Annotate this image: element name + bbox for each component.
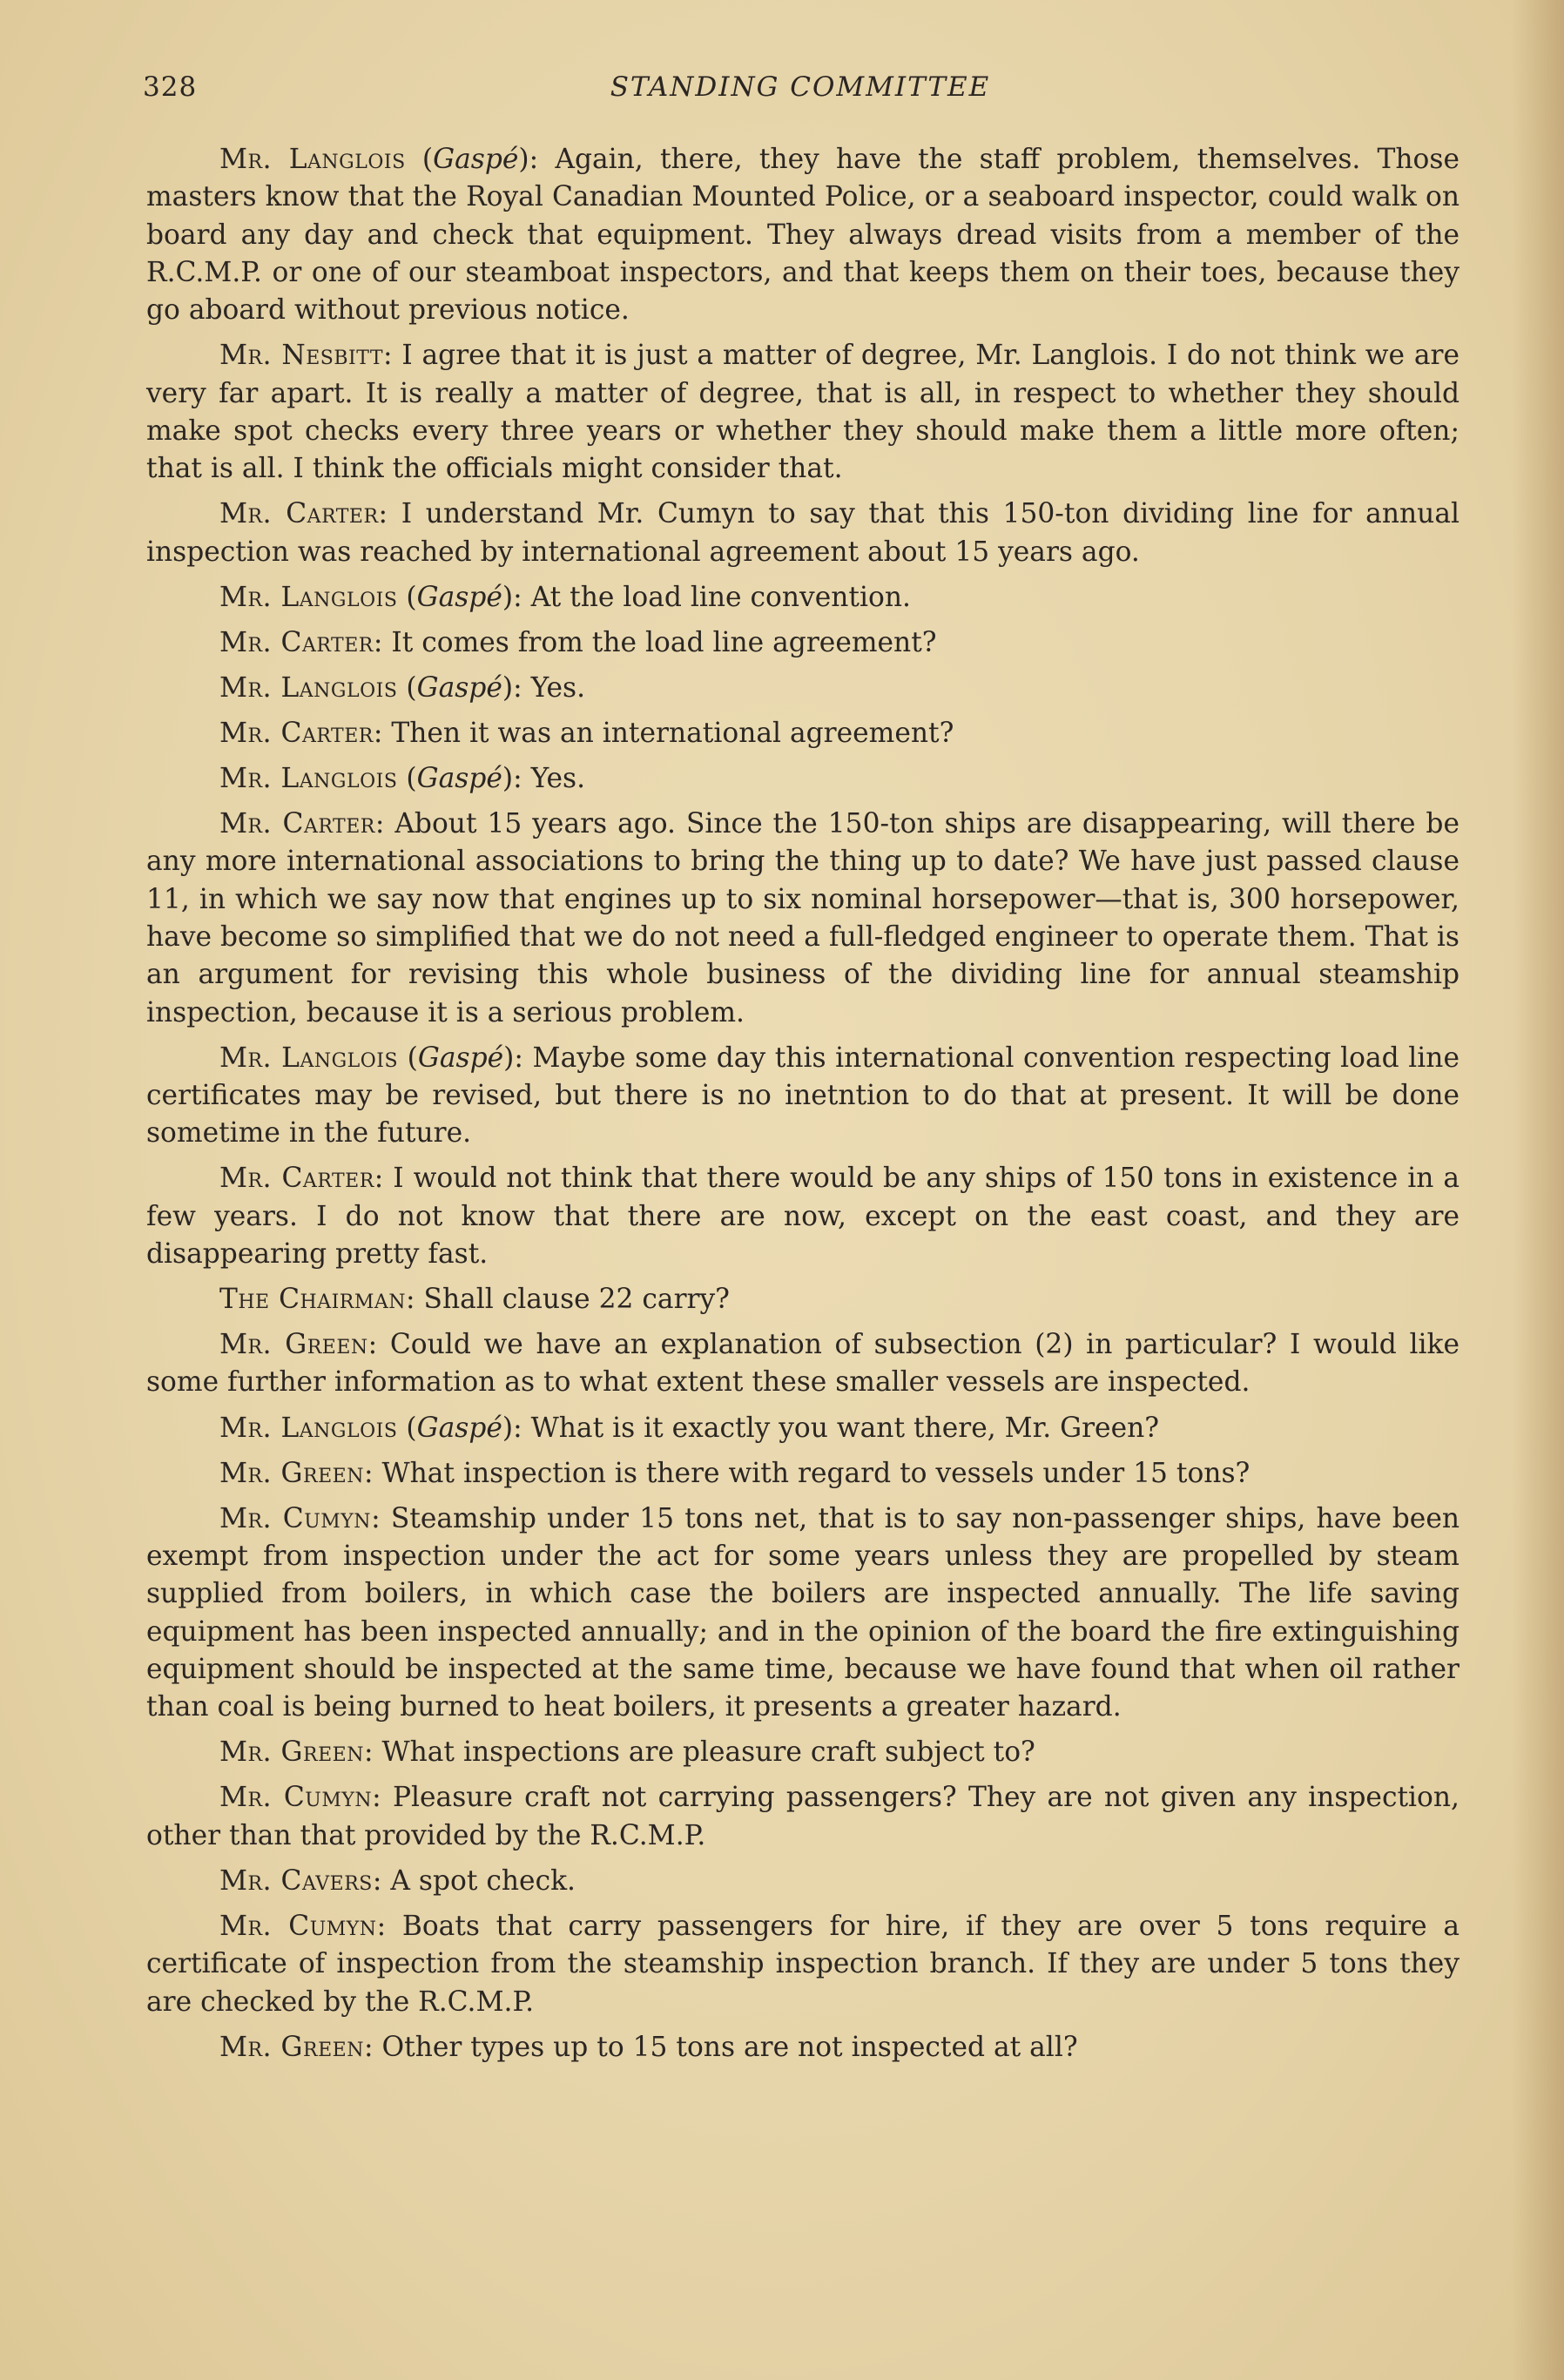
speech-paragraph: Mr. Langlois (Gaspé): Yes. — [219, 671, 586, 704]
speech-paragraph: Mr. Langlois (Gaspé): What is it exactly you want there, Mr. Green? — [219, 1412, 1160, 1444]
speaker-name: Mr. Langlois — [219, 144, 406, 175]
speech-text: Then it was an international agreement? — [391, 717, 954, 749]
speaker-name: Mr. Carter — [219, 1163, 374, 1195]
speech-paragraph: Mr. Langlois (Gaspé): At the load line convention. — [219, 581, 911, 613]
speech-paragraph: Mr. Nesbitt: I agree that it is just a matter of degree, Mr. Langlois. I do not think we are very far apart. It is really a matter of degree, that is all, in respect to whether they should make spot checks every three years or whether they should make them a little more often; that is all. I think the officials might consider that. — [146, 340, 1460, 485]
speech-text: What is it exactly you want there, Mr. Green? — [530, 1412, 1160, 1444]
speaker-name: Mr. Green — [219, 1329, 368, 1361]
speech-text: I understand Mr. Cumyn to say that this 150-ton dividing line for annual inspection was reached by international agreement about 15 years ago. — [146, 498, 1460, 568]
speech-text: I agree that it is just a matter of degree, Mr. Langlois. I do not think we are very far apart. It is really a matter of degree, that is all, in respect to whether they should make spot checks every three years or whether they should make them a little more often; that is all. I think the officials might consider that. — [146, 340, 1460, 485]
speech-paragraph: Mr. Carter: I understand Mr. Cumyn to say that this 150-ton dividing line for annual inspection was reached by international agreement about 15 years ago. — [146, 498, 1460, 568]
speech-paragraph: Mr. Cavers: A spot check. — [219, 1864, 576, 1897]
speech-text: Yes. — [530, 671, 586, 704]
speech-paragraph: Mr. Green: What inspection is there with regard to vessels under 15 tons? — [219, 1457, 1251, 1489]
speaker-name: Mr. Carter — [219, 717, 374, 749]
speaker-name: Mr. Langlois — [219, 671, 398, 704]
speaker-riding: Gaspé — [416, 1412, 502, 1444]
speech-text: Pleasure craft not carrying passengers? They are not given any inspection, other than that provided by the R.C.M.P. — [146, 1782, 1460, 1851]
speech-paragraph: The Chairman: Shall clause 22 carry? — [219, 1284, 730, 1316]
transcript-body — [146, 141, 1460, 2074]
speaker-name: Mr. Cumyn — [219, 1502, 372, 1534]
speech-text: Other types up to 15 tons are not inspected at all? — [381, 2031, 1078, 2063]
speech-paragraph: Mr. Cumyn: Boats that carry passengers for hire, if they are over 5 tons require a certificate of inspection from the steamship inspection branch. If they are under 5 tons they are checked by the R.C.M.P. — [146, 1910, 1460, 2018]
page-header — [143, 71, 1458, 115]
speech-text: Steamship under 15 tons net, that is to say non-passenger ships, have been exempt from inspection under the act for some years unless they are propelled by steam supplied from boilers, in which case the boilers are inspected annually. The life saving equipment has been inspected annually; and in the opinion of the board the fire extinguishing equipment should be inspected at the same time, because we have found that when oil rather than coal is being burned to heat boilers, it presents a greater hazard. — [146, 1502, 1460, 1723]
speech-paragraph: Mr. Green: What inspections are pleasure craft subject to? — [219, 1736, 1035, 1769]
speech-text: I would not think that there would be any ships of 150 tons in existence in a few years. I do not know that there are now, except on the east coast, and they are disappearing pretty fast. — [146, 1163, 1460, 1270]
speaker-name: Mr. Green — [219, 2031, 364, 2063]
speaker-riding: Gaspé — [416, 581, 502, 613]
speaker-name: Mr. Carter — [219, 498, 379, 530]
speech-text: Maybe some day this international convention respecting load line certificates may be revised, but there is no inetntion to do that at present. It will be done sometime in the future. — [146, 1042, 1460, 1150]
speaker-name: Mr. Langlois — [219, 581, 398, 613]
speech-paragraph: Mr. Cumyn: Pleasure craft not carrying passengers? They are not given any inspection, other than that provided by the R.C.M.P. — [146, 1782, 1460, 1851]
speech-text: A spot check. — [390, 1864, 576, 1897]
speech-text: What inspections are pleasure craft subject to? — [381, 1736, 1035, 1769]
speaker-name: Mr. Cumyn — [219, 1910, 377, 1942]
speech-text: At the load line convention. — [530, 581, 911, 613]
speaker-name: The Chairman — [219, 1284, 407, 1316]
speech-text: Could we have an explanation of subsection (2) in particular? I would like some further information as to what extent these smaller vessels are inspected. — [146, 1329, 1460, 1399]
speech-paragraph: Mr. Langlois (Gaspé): Yes. — [219, 763, 586, 795]
speaker-name: Mr. Green — [219, 1457, 364, 1489]
speech-text: It comes from the load line agreement? — [391, 626, 937, 658]
speech-paragraph: Mr. Carter: I would not think that there would be any ships of 150 tons in existence in a few years. I do not know that there are now, except on the east coast, and they are disappearing pretty fast. — [146, 1163, 1460, 1270]
speaker-name: Mr. Cavers — [219, 1864, 373, 1897]
speech-paragraph: Mr. Green: Other types up to 15 tons are not inspected at all? — [219, 2031, 1078, 2063]
speech-paragraph: Mr. Langlois (Gaspé): Maybe some day this international convention respecting load line certificates may be revised, but there is no inetntion to do that at present. It will be done sometime in the future. — [146, 1042, 1460, 1150]
speech-text: Boats that carry passengers for hire, if they are over 5 tons require a certificate of inspection from the steamship inspection branch. If they are under 5 tons they are checked by the R.C.M.P. — [146, 1910, 1460, 2018]
page-number: 328 — [143, 71, 198, 103]
speech-text: About 15 years ago. Since the 150-ton ships are disappearing, will there be any more international associations to bring the thing up to date? We have just passed clause 11, in which we say now that engines up to six nominal horsepower—that is, 300 horsepower, have become so simplified that we do not need a full-fledged engineer to operate them. That is an argument for revising this whole business of the dividing line for annual steamship inspection, because it is a serious problem. — [146, 808, 1460, 1028]
speech-text: Yes. — [530, 763, 586, 795]
page-edge-shadow — [1512, 0, 1564, 2380]
speaker-name: Mr. Langlois — [219, 1412, 398, 1444]
speaker-name: Mr. Carter — [219, 808, 375, 840]
speaker-name: Mr. Nesbitt — [219, 340, 383, 372]
speech-text: Again, there, they have the staff problem, themselves. Those masters know that the Royal Canadian Mounted Police, or a seaboard inspector, could walk on board any day and check that equipment. They always dread visits from a member of the R.C.M.P. or one of our steamboat inspectors, and that keeps them on their toes, because they go aboard without previous notice. — [146, 144, 1460, 327]
speech-paragraph: Mr. Cumyn: Steamship under 15 tons net, that is to say non-passenger ships, have been exempt from inspection under the act for some years unless they are propelled by steam supplied from boilers, in which case the boilers are inspected annually. The life saving equipment has been inspected annually; and in the opinion of the board the fire extinguishing equipment should be inspected at the same time, because we have found that when oil rather than coal is being burned to heat boilers, it presents a greater hazard. — [146, 1502, 1460, 1723]
speech-text: Shall clause 22 carry? — [423, 1284, 730, 1316]
speech-paragraph: Mr. Green: Could we have an explanation of subsection (2) in particular? I would like some further information as to what extent these smaller vessels are inspected. — [146, 1329, 1460, 1399]
speech-paragraph: Mr. Carter: Then it was an international agreement? — [219, 717, 954, 749]
speaker-riding: Gaspé — [417, 1042, 504, 1074]
speech-paragraph: Mr. Carter: It comes from the load line agreement? — [219, 626, 937, 658]
speaker-riding: Gaspé — [433, 144, 519, 175]
speech-text: What inspection is there with regard to vessels under 15 tons? — [381, 1457, 1251, 1489]
speaker-name: Mr. Carter — [219, 626, 374, 658]
speaker-name: Mr. Green — [219, 1736, 364, 1769]
speech-paragraph: Mr. Langlois (Gaspé): Again, there, they have the staff problem, themselves. Those masters know that the Royal Canadian Mounted Police, or a seaboard inspector, could walk on board any day and check that equipment. They always dread visits from a member of the R.C.M.P. or one of our steamboat inspectors, and that keeps them on their toes, because they go aboard without previous notice. — [146, 144, 1460, 327]
speech-paragraph: Mr. Carter: About 15 years ago. Since the 150-ton ships are disappearing, will there be any more international associations to bring the thing up to date? We have just passed clause 11, in which we say now that engines up to six nominal horsepower—that is, 300 horsepower, have become so simplified that we do not need a full-fledged engineer to operate them. That is an argument for revising this whole business of the dividing line for annual steamship inspection, because it is a serious problem. — [146, 808, 1460, 1028]
speaker-riding: Gaspé — [416, 763, 502, 795]
running-head: STANDING COMMITTEE — [610, 71, 991, 103]
speaker-riding: Gaspé — [416, 671, 502, 704]
speaker-name: Mr. Langlois — [219, 1042, 399, 1074]
speaker-name: Mr. Langlois — [219, 763, 398, 795]
speaker-name: Mr. Cumyn — [219, 1782, 373, 1814]
